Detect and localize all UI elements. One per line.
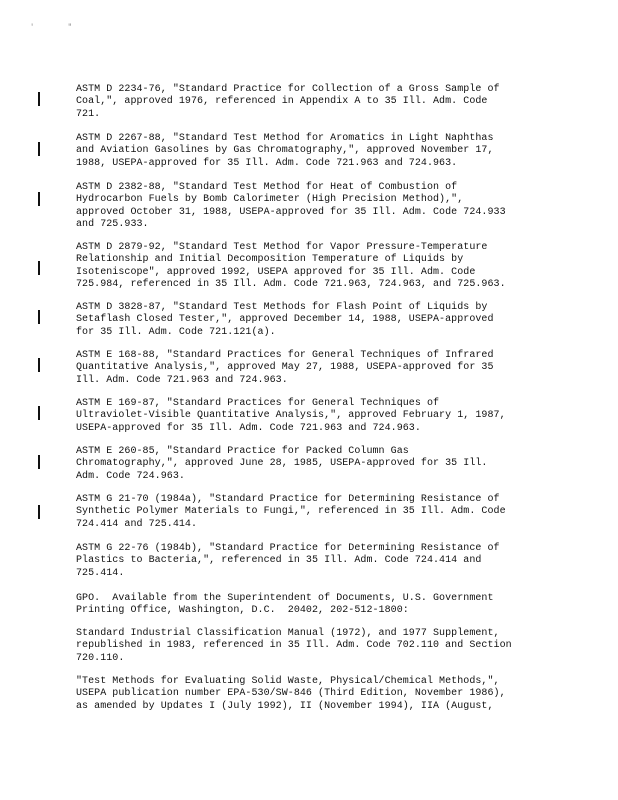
reference-astm-e169: ASTM E 169-87, "Standard Practices for General Techniques of Ultraviolet-Visible Quantitative Analysis,", approved February 1, 1987, USEPA-approved for 35 Ill. Adm. Code 721.963 and 724.963. xyxy=(76,398,506,434)
revision-bar xyxy=(38,261,40,275)
revision-bar xyxy=(38,358,40,372)
revision-bar xyxy=(38,406,40,420)
reference-astm-d2382: ASTM D 2382-88, "Standard Test Method for Heat of Combustion of Hydrocarbon Fuels by Bomb Calorimeter (High Precision Method),", approved October 31, 1988, USEPA-approved for 35 Ill. Adm. Code 724.933 and 725.933. xyxy=(76,182,506,231)
revision-bar xyxy=(38,142,40,156)
reference-astm-e260: ASTM E 260-85, "Standard Practice for Packed Column Gas Chromatography,", approved June 28, 1985, USEPA-approved for 35 Ill. Adm. Code 724.963. xyxy=(76,446,488,482)
reference-astm-d2267: ASTM D 2267-88, "Standard Test Method for Aromatics in Light Naphthas and Aviation Gasolines by Gas Chromatography,", approved November 17, 1988, USEPA-approved for 35 Ill. Adm. Code 721.963 and 724.963. xyxy=(76,133,494,169)
revision-bar xyxy=(38,192,40,206)
reference-sic-manual: Standard Industrial Classification Manual (1972), and 1977 Supplement, republished in 1983, referenced in 35 Ill. Adm. Code 702.110 and Section 720.110. xyxy=(76,628,512,664)
reference-sw846: "Test Methods for Evaluating Solid Waste, Physical/Chemical Methods,", USEPA publication number EPA-530/SW-846 (Third Edition, November 1986), as amended by Updates I (July 1992), II (November 1994), IIA (August, xyxy=(76,676,506,712)
reference-astm-d3828: ASTM D 3828-87, "Standard Test Methods for Flash Point of Liquids by Setaflash Closed Tester,", approved December 14, 1988, USEPA-approved for 35 Ill. Adm. Code 721.121(a). xyxy=(76,302,494,338)
revision-bar xyxy=(38,455,40,469)
reference-astm-g21: ASTM G 21-70 (1984a), "Standard Practice for Determining Resistance of Synthetic Polymer Materials to Fungi,", referenced in 35 Ill. Adm. Code 724.414 and 725.414. xyxy=(76,494,506,530)
reference-astm-d2879: ASTM D 2879-92, "Standard Test Method for Vapor Pressure-Temperature Relationship and Initial Decomposition Temperature of Liquids by Isoteniscope", approved 1992, USEPA approved for 35 Ill. Adm. Code 725.984, referenced in 35 Ill. Adm. Code 721.963, 724.963, and 725.963. xyxy=(76,242,506,291)
scan-specks: ' " xyxy=(30,24,73,32)
reference-astm-d2234: ASTM D 2234-76, "Standard Practice for Collection of a Gross Sample of Coal,", approved 1976, referenced in Appendix A to 35 Ill. Adm. Code 721. xyxy=(76,84,500,120)
revision-bar xyxy=(38,505,40,519)
revision-bar xyxy=(38,92,40,106)
revision-bar xyxy=(38,310,40,324)
reference-astm-g22: ASTM G 22-76 (1984b), "Standard Practice for Determining Resistance of Plastics to Bacteria,", referenced in 35 Ill. Adm. Code 724.414 and 725.414. xyxy=(76,543,500,579)
reference-gpo: GPO. Available from the Superintendent of Documents, U.S. Government Printing Office, Washington, D.C. 20402, 202-512-1800: xyxy=(76,593,494,617)
reference-astm-e168: ASTM E 168-88, "Standard Practices for General Techniques of Infrared Quantitative Analysis,", approved May 27, 1988, USEPA-approved for 35 Ill. Adm. Code 721.963 and 724.963. xyxy=(76,350,494,386)
